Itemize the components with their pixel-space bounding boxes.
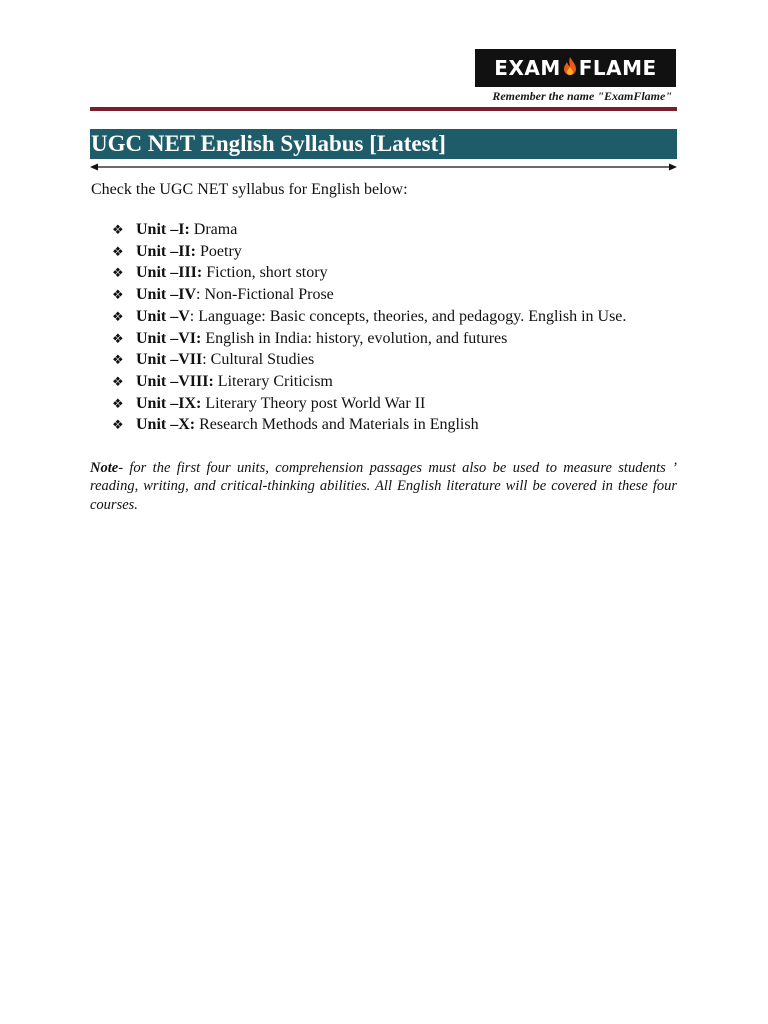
list-item [112, 242, 626, 264]
logo-flame-text: FLAME [578, 56, 657, 80]
intro-text: Check the UGC NET syllabus for English below: [91, 181, 408, 198]
note-label: Note [90, 459, 119, 476]
unit-label: Unit –I: [136, 221, 190, 238]
unit-label: Unit –II: [136, 242, 197, 260]
diamond-bullet-icon: ❖ [112, 288, 124, 304]
unit-label: Unit –III: [136, 264, 203, 282]
diamond-bullet-icon: ❖ [112, 266, 124, 282]
diamond-bullet-icon: ❖ [112, 244, 124, 260]
diamond-bullet-icon: ❖ [112, 374, 124, 390]
unit-label: Unit –IV [136, 286, 197, 304]
unit-text: Literary Criticism [213, 372, 333, 390]
list-item [112, 372, 626, 394]
unit-label: Unit –V [136, 307, 190, 325]
unit-label: Unit –IX: [136, 394, 202, 412]
header-divider [90, 107, 677, 111]
list-item [112, 415, 626, 437]
diamond-bullet-icon: ❖ [112, 331, 124, 347]
unit-text: : Cultural Studies [202, 351, 315, 369]
diamond-bullet-icon: ❖ [112, 418, 124, 434]
list-item [112, 329, 626, 351]
unit-text: Drama [189, 221, 238, 238]
examflame-logo [475, 49, 676, 87]
unit-text: Poetry [196, 242, 242, 260]
diamond-bullet-icon: ❖ [112, 396, 124, 412]
unit-label: Unit –VII [136, 351, 203, 369]
page-title: UGC NET English Syllabus [Latest] [90, 129, 677, 159]
double-arrow-divider [90, 162, 677, 172]
unit-list [112, 220, 626, 437]
list-item [112, 350, 626, 372]
unit-text: Fiction, short story [202, 264, 328, 282]
unit-text: English in India: history, evolution, and futures [201, 329, 508, 347]
unit-label: Unit –VI: [136, 329, 202, 347]
note-paragraph [90, 459, 677, 515]
unit-text: : Non-Fictional Prose [196, 286, 334, 304]
logo-exam-text: EXAM [494, 56, 561, 80]
note-text: - for the first four units, comprehension passages must also be used to measure students ’ reading, writing, and critical-thinking abilities. All English literature will be covered in these four courses. [90, 459, 677, 513]
list-item [112, 307, 626, 329]
list-item [112, 285, 626, 307]
unit-label: Unit –X: [136, 416, 196, 434]
list-item [112, 394, 626, 416]
diamond-bullet-icon: ❖ [112, 309, 124, 325]
diamond-bullet-icon: ❖ [112, 353, 124, 369]
flame-icon [563, 56, 577, 81]
unit-text: : Language: Basic concepts, theories, and pedagogy. English in Use. [189, 307, 627, 325]
diamond-bullet-icon: ❖ [112, 223, 124, 238]
unit-text: Literary Theory post World War II [201, 394, 426, 412]
unit-label: Unit –VIII: [136, 372, 214, 390]
list-item [112, 263, 626, 285]
unit-text: Research Methods and Materials in English [195, 416, 479, 434]
list-item [112, 220, 626, 242]
tagline: Remember the name "ExamFlame" [492, 89, 672, 103]
